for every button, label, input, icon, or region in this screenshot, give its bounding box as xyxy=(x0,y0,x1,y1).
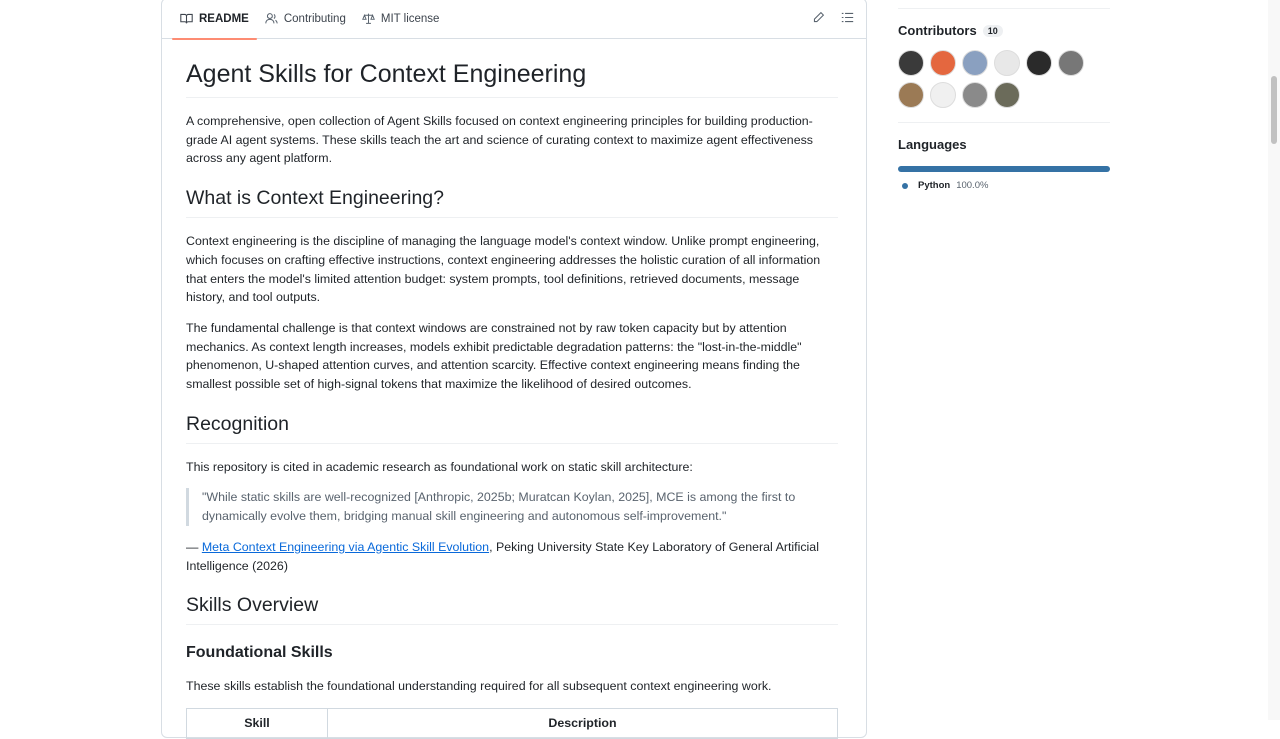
tab-label: MIT license xyxy=(380,12,440,25)
heading-skills-overview: Skills Overview xyxy=(186,591,838,625)
sidebar xyxy=(898,0,1110,191)
contributor-avatars xyxy=(898,50,1098,108)
tab-readme[interactable] xyxy=(172,0,257,39)
citation-text: , Peking University State Key Laboratory of General Artificial Intelligence (2026) xyxy=(186,539,819,573)
pencil-icon[interactable] xyxy=(812,11,825,24)
language-color-dot xyxy=(902,183,908,189)
paragraph: These skills establish the foundational understanding required for all subsequent context engineering work. xyxy=(186,679,772,694)
contributor-avatar[interactable] xyxy=(994,50,1020,76)
language-bar xyxy=(898,166,1110,172)
paragraph: Context engineering is the discipline of managing the language model's context window. Unlike prompt engineering, which focuses on crafting effective instructions, context engineering addresses the holistic curation of all information that enters the model's limited attention budget: system prompts, tool definitions, retrieved documents, message history, and tool outputs. xyxy=(186,234,821,305)
quote: "While static skills are well-recognized [Anthropic, 2025b; Muratcan Koylan, 2025], MCE is among the first to dynamically evolve them, bridging manual skill engineering and autonomous self-improvement." xyxy=(186,488,838,525)
contributors-heading[interactable] xyxy=(898,23,1110,38)
book-icon xyxy=(180,12,193,25)
tab-contributing[interactable] xyxy=(257,0,354,39)
tab-label: Contributing xyxy=(283,12,346,25)
column-header-description: Description xyxy=(328,708,838,738)
skills-table xyxy=(186,708,838,739)
contributor-avatar[interactable] xyxy=(1026,50,1052,76)
citation-dash: — xyxy=(186,539,202,554)
contributor-avatar[interactable] xyxy=(962,82,988,108)
people-icon xyxy=(265,12,278,25)
heading-recognition: Recognition xyxy=(186,410,838,444)
contributor-avatar[interactable] xyxy=(930,82,956,108)
scrollbar[interactable] xyxy=(1268,0,1280,720)
heading-what-is-context-engineering: What is Context Engineering? xyxy=(186,184,838,218)
contributor-avatar[interactable] xyxy=(1058,50,1084,76)
contributors-count: 10 xyxy=(983,25,1003,37)
citation-link[interactable]: Meta Context Engineering via Agentic Skill Evolution xyxy=(201,539,490,554)
tab-license[interactable] xyxy=(354,0,448,39)
language-percent: 100.0% xyxy=(956,180,989,191)
paragraph: This repository is cited in academic research as foundational work on static skill architecture: xyxy=(186,459,693,474)
page-title: Agent Skills for Context Engineering xyxy=(186,57,838,98)
readme-content xyxy=(162,39,866,739)
paragraph: The fundamental challenge is that context windows are constrained not by raw token capacity but by attention mechanics. As context length increases, models exhibit predictable degradation patterns: the "lost-in-the-middle" phenomenon, U-shaped attention curves, and attention scarcity. Effective context engineering means finding the smallest possible set of high-signal tokens that maximize the likelihood of desired outcomes. xyxy=(186,320,802,392)
contributors-label: Contributors xyxy=(898,23,977,38)
languages-heading: Languages xyxy=(898,137,967,152)
tab-label: README xyxy=(199,12,249,25)
scrollbar-thumb[interactable] xyxy=(1271,76,1277,144)
language-item[interactable] xyxy=(898,180,1110,191)
intro-paragraph: A comprehensive, open collection of Agent Skills focused on context engineering principles for building production-grade AI agent systems. These skills teach the art and science of curating context to maximize agent effectiveness across any agent platform. xyxy=(186,114,813,166)
readme-panel xyxy=(161,0,867,738)
contributor-avatar[interactable] xyxy=(994,82,1020,108)
contributor-avatar[interactable] xyxy=(898,50,924,76)
outline-list-icon[interactable] xyxy=(841,11,854,24)
contributor-avatar[interactable] xyxy=(930,50,956,76)
contributor-avatar[interactable] xyxy=(962,50,988,76)
contributor-avatar[interactable] xyxy=(898,82,924,108)
readme-tabs xyxy=(162,0,866,39)
law-icon xyxy=(362,12,375,25)
heading-foundational-skills: Foundational Skills xyxy=(186,644,333,662)
citation xyxy=(186,538,838,575)
column-header-skill: Skill xyxy=(187,708,328,738)
language-name: Python xyxy=(918,180,951,191)
